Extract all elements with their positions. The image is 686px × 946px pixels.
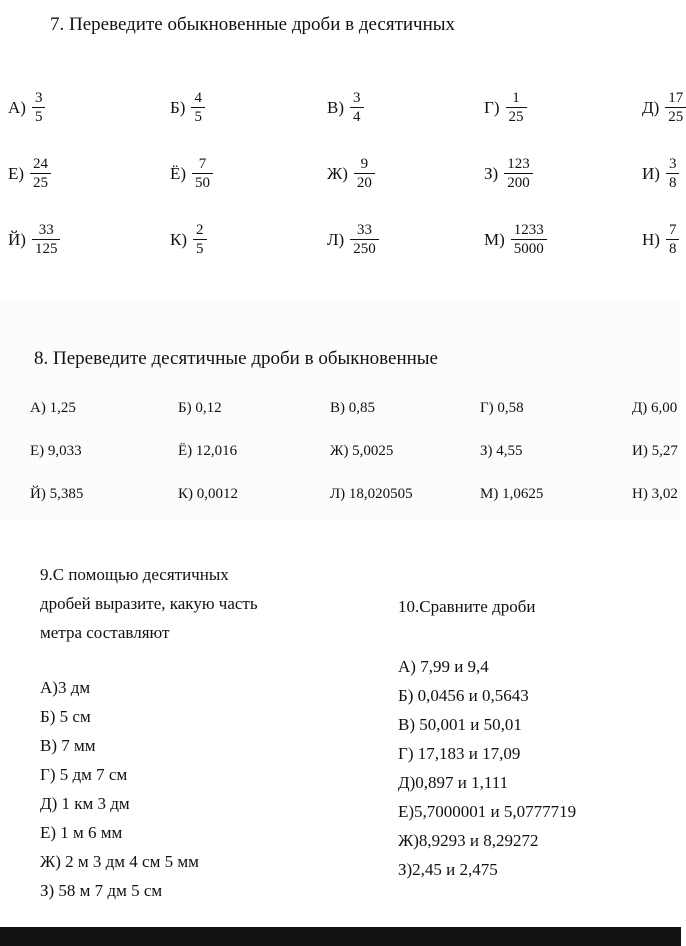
fraction [192, 156, 213, 192]
denominator: 25 [665, 107, 686, 126]
fraction [354, 156, 375, 192]
fraction [506, 90, 527, 126]
denominator: 5 [193, 239, 207, 258]
task7-section [0, 0, 684, 300]
fraction-label: К) [170, 230, 187, 249]
decimal-item: А) 1,25 [30, 400, 76, 416]
fraction-item [170, 90, 205, 126]
fraction [191, 90, 205, 126]
fraction [511, 222, 547, 258]
fraction-label: Е) [8, 164, 25, 183]
numerator: 7 [668, 222, 677, 238]
task9-title-line: 9.С помощью десятичных [40, 565, 229, 584]
denominator: 125 [32, 239, 61, 258]
task7-title: 7. Переведите обыкновенные дроби в десятичных [50, 14, 456, 35]
task9-item: Г) 5 дм 7 см [40, 765, 128, 784]
denominator: 50 [192, 173, 213, 192]
numerator: 1233 [513, 222, 544, 238]
numerator: 17 [668, 90, 684, 106]
numerator: 24 [33, 156, 49, 172]
numerator: 2 [196, 222, 204, 238]
denominator: 4 [350, 107, 364, 126]
task9-list [40, 673, 199, 905]
task10-item: Г) 17,183 и 17,09 [398, 744, 521, 763]
task9-item: Е) 1 м 6 мм [40, 823, 123, 842]
fraction [30, 156, 51, 192]
fraction-item [8, 222, 60, 258]
decimal-item: Г) 0,58 [480, 400, 524, 416]
task9-item: Б) 5 см [40, 707, 91, 726]
decimal-item: З) 4,55 [480, 443, 523, 459]
task8-title: 8. Переведите десятичные дроби в обыкновенные [34, 348, 438, 369]
task10-item: Ж)8,9293 и 8,29272 [398, 831, 539, 850]
task10-title: 10.Сравните дроби [398, 597, 536, 616]
fraction-item [170, 222, 207, 258]
task9-item: Ж) 2 м 3 дм 4 см 5 мм [40, 852, 199, 871]
fraction-item [484, 156, 533, 192]
task9-item: В) 7 мм [40, 736, 96, 755]
fraction-label: А) [8, 98, 26, 117]
denominator: 250 [350, 239, 379, 258]
numerator: 9 [360, 156, 369, 172]
decimal-item: Ё) 12,016 [178, 443, 238, 459]
fraction-label: Н) [642, 230, 660, 249]
fraction-label: В) [327, 98, 344, 117]
numerator: 1 [512, 90, 520, 106]
numerator: 4 [194, 90, 202, 106]
fraction-label: Й) [8, 230, 26, 249]
numerator: 123 [507, 156, 530, 172]
denominator: 8 [666, 173, 680, 192]
numerator: 7 [198, 156, 207, 172]
fraction-label: Г) [484, 98, 500, 117]
fraction-item [642, 222, 679, 258]
fraction-label: М) [484, 230, 505, 249]
bottom-bar [0, 927, 681, 946]
fraction [666, 222, 680, 258]
decimal-item: Л) 18,020505 [330, 486, 413, 502]
fraction [193, 222, 207, 258]
fraction [32, 222, 61, 258]
task10-item: А) 7,99 и 9,4 [398, 657, 489, 676]
denominator: 5000 [511, 239, 547, 258]
fraction [665, 90, 686, 126]
task10-item: Е)5,7000001 и 5,0777719 [398, 802, 577, 821]
decimal-item: Й) 5,385 [30, 486, 84, 502]
task10-item: Д)0,897 и 1,111 [398, 773, 509, 792]
numerator: 3 [353, 90, 361, 106]
numerator: 3 [34, 90, 43, 106]
decimal-item: К) 0,0012 [178, 486, 238, 502]
task9-item: А)3 дм [40, 678, 91, 697]
task10-item: З)2,45 и 2,475 [398, 860, 498, 879]
fraction-label: Д) [642, 98, 660, 117]
denominator: 200 [504, 173, 533, 192]
fraction-label: Ё) [170, 164, 187, 183]
decimal-item: Ж) 5,0025 [330, 443, 394, 459]
fraction-label: Ж) [327, 164, 348, 183]
denominator: 5 [32, 107, 46, 126]
denominator: 20 [354, 173, 375, 192]
fraction [504, 156, 533, 192]
fraction [666, 156, 680, 192]
decimal-item: Е) 9,033 [30, 443, 82, 459]
fraction-label: Б) [170, 98, 186, 117]
fraction [32, 90, 46, 126]
fraction-item [170, 156, 213, 192]
task10-list [398, 652, 576, 884]
decimal-item: Б) 0,12 [178, 400, 222, 416]
task8-section [0, 300, 681, 520]
task9-title [40, 560, 330, 647]
fraction-label: Л) [327, 230, 345, 249]
fraction-item [484, 222, 547, 258]
task9-title-line: дробей выразите, какую часть [40, 594, 258, 613]
numerator: 3 [668, 156, 677, 172]
task9-item: Д) 1 км 3 дм [40, 794, 130, 813]
decimal-item: Н) 3,02 [632, 486, 678, 502]
fraction-item [327, 90, 364, 126]
task9-title-line: метра составляют [40, 623, 170, 642]
decimal-item: М) 1,0625 [480, 486, 544, 502]
fraction [350, 222, 379, 258]
decimal-item: Д) 6,00 [632, 400, 678, 416]
fraction-item [642, 156, 679, 192]
task9-item: З) 58 м 7 дм 5 см [40, 881, 163, 900]
fraction-item [327, 222, 379, 258]
fraction [350, 90, 364, 126]
fraction-item [8, 156, 51, 192]
decimal-item: В) 0,85 [330, 400, 375, 416]
fraction-item [484, 90, 527, 126]
denominator: 8 [666, 239, 680, 258]
fraction-item [327, 156, 375, 192]
denominator: 25 [30, 173, 51, 192]
decimal-item: И) 5,27 [632, 443, 678, 459]
numerator: 33 [356, 222, 372, 238]
denominator: 25 [506, 107, 527, 126]
numerator: 33 [38, 222, 54, 238]
fraction-label: З) [484, 164, 499, 183]
fraction-label: И) [642, 164, 660, 183]
task10-item: В) 50,001 и 50,01 [398, 715, 522, 734]
task10-item: Б) 0,0456 и 0,5643 [398, 686, 529, 705]
fraction-item [642, 90, 686, 126]
denominator: 5 [191, 107, 205, 126]
fraction-item [8, 90, 45, 126]
